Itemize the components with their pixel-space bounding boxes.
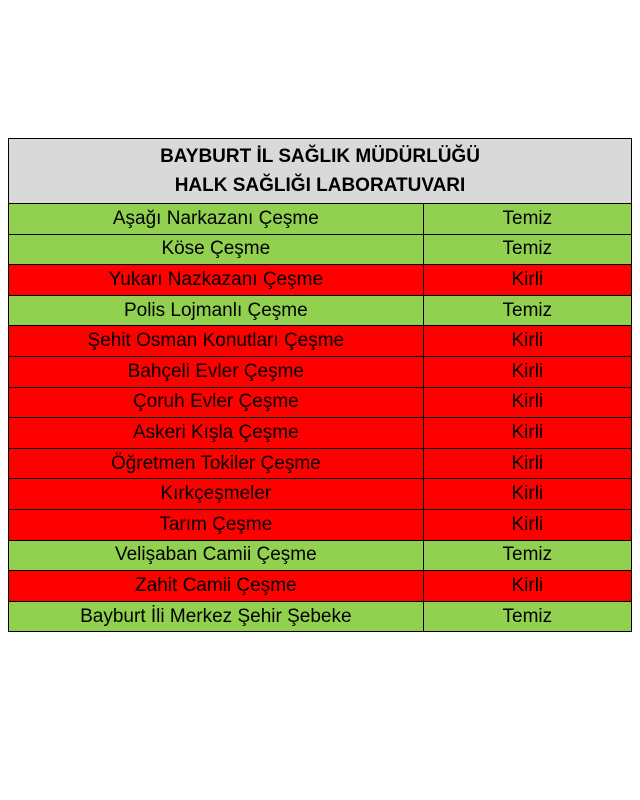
- location-cell: Yukarı Nazkazanı Çeşme: [9, 265, 424, 296]
- table-row: [9, 387, 632, 418]
- location-cell: Çoruh Evler Çeşme: [9, 387, 424, 418]
- table-row: [9, 448, 632, 479]
- status-cell: Temiz: [423, 234, 631, 265]
- table-row: [9, 418, 632, 449]
- status-cell: Kirli: [423, 326, 631, 357]
- location-cell: Öğretmen Tokiler Çeşme: [9, 448, 424, 479]
- location-cell: Bahçeli Evler Çeşme: [9, 356, 424, 387]
- table-row: [9, 479, 632, 510]
- table-row: [9, 265, 632, 296]
- water-quality-table: [8, 138, 632, 632]
- status-cell: Kirli: [423, 571, 631, 602]
- table-body: [9, 139, 632, 632]
- table-row: [9, 204, 632, 235]
- table-row: [9, 509, 632, 540]
- table-row: [9, 234, 632, 265]
- location-cell: Aşağı Narkazanı Çeşme: [9, 204, 424, 235]
- table-row: [9, 356, 632, 387]
- location-cell: Tarım Çeşme: [9, 509, 424, 540]
- status-cell: Temiz: [423, 540, 631, 571]
- status-cell: Temiz: [423, 601, 631, 632]
- header-title-line1: BAYBURT İL SAĞLIK MÜDÜRLÜĞÜ: [160, 146, 480, 167]
- status-cell: Kirli: [423, 448, 631, 479]
- table-row: [9, 326, 632, 357]
- location-cell: Kırkçeşmeler: [9, 479, 424, 510]
- header-title-line2: HALK SAĞLIĞI LABORATUVARI: [174, 175, 466, 196]
- status-cell: Kirli: [423, 356, 631, 387]
- location-cell: Bayburt İli Merkez Şehir Şebeke: [9, 601, 424, 632]
- table-header-row: [9, 139, 632, 204]
- status-cell: Kirli: [423, 265, 631, 296]
- status-cell: Kirli: [423, 479, 631, 510]
- location-cell: Askeri Kışla Çeşme: [9, 418, 424, 449]
- location-cell: Zahit Camii Çeşme: [9, 571, 424, 602]
- status-cell: Temiz: [423, 295, 631, 326]
- location-cell: Velişaban Camii Çeşme: [9, 540, 424, 571]
- table-row: [9, 571, 632, 602]
- status-cell: Kirli: [423, 387, 631, 418]
- location-cell: Köse Çeşme: [9, 234, 424, 265]
- status-cell: Kirli: [423, 418, 631, 449]
- table-row: [9, 295, 632, 326]
- location-cell: Polis Lojmanlı Çeşme: [9, 295, 424, 326]
- location-cell: Şehit Osman Konutları Çeşme: [9, 326, 424, 357]
- status-cell: Kirli: [423, 509, 631, 540]
- table-row: [9, 601, 632, 632]
- table-row: [9, 540, 632, 571]
- status-cell: Temiz: [423, 204, 631, 235]
- table-header-cell: [9, 139, 632, 204]
